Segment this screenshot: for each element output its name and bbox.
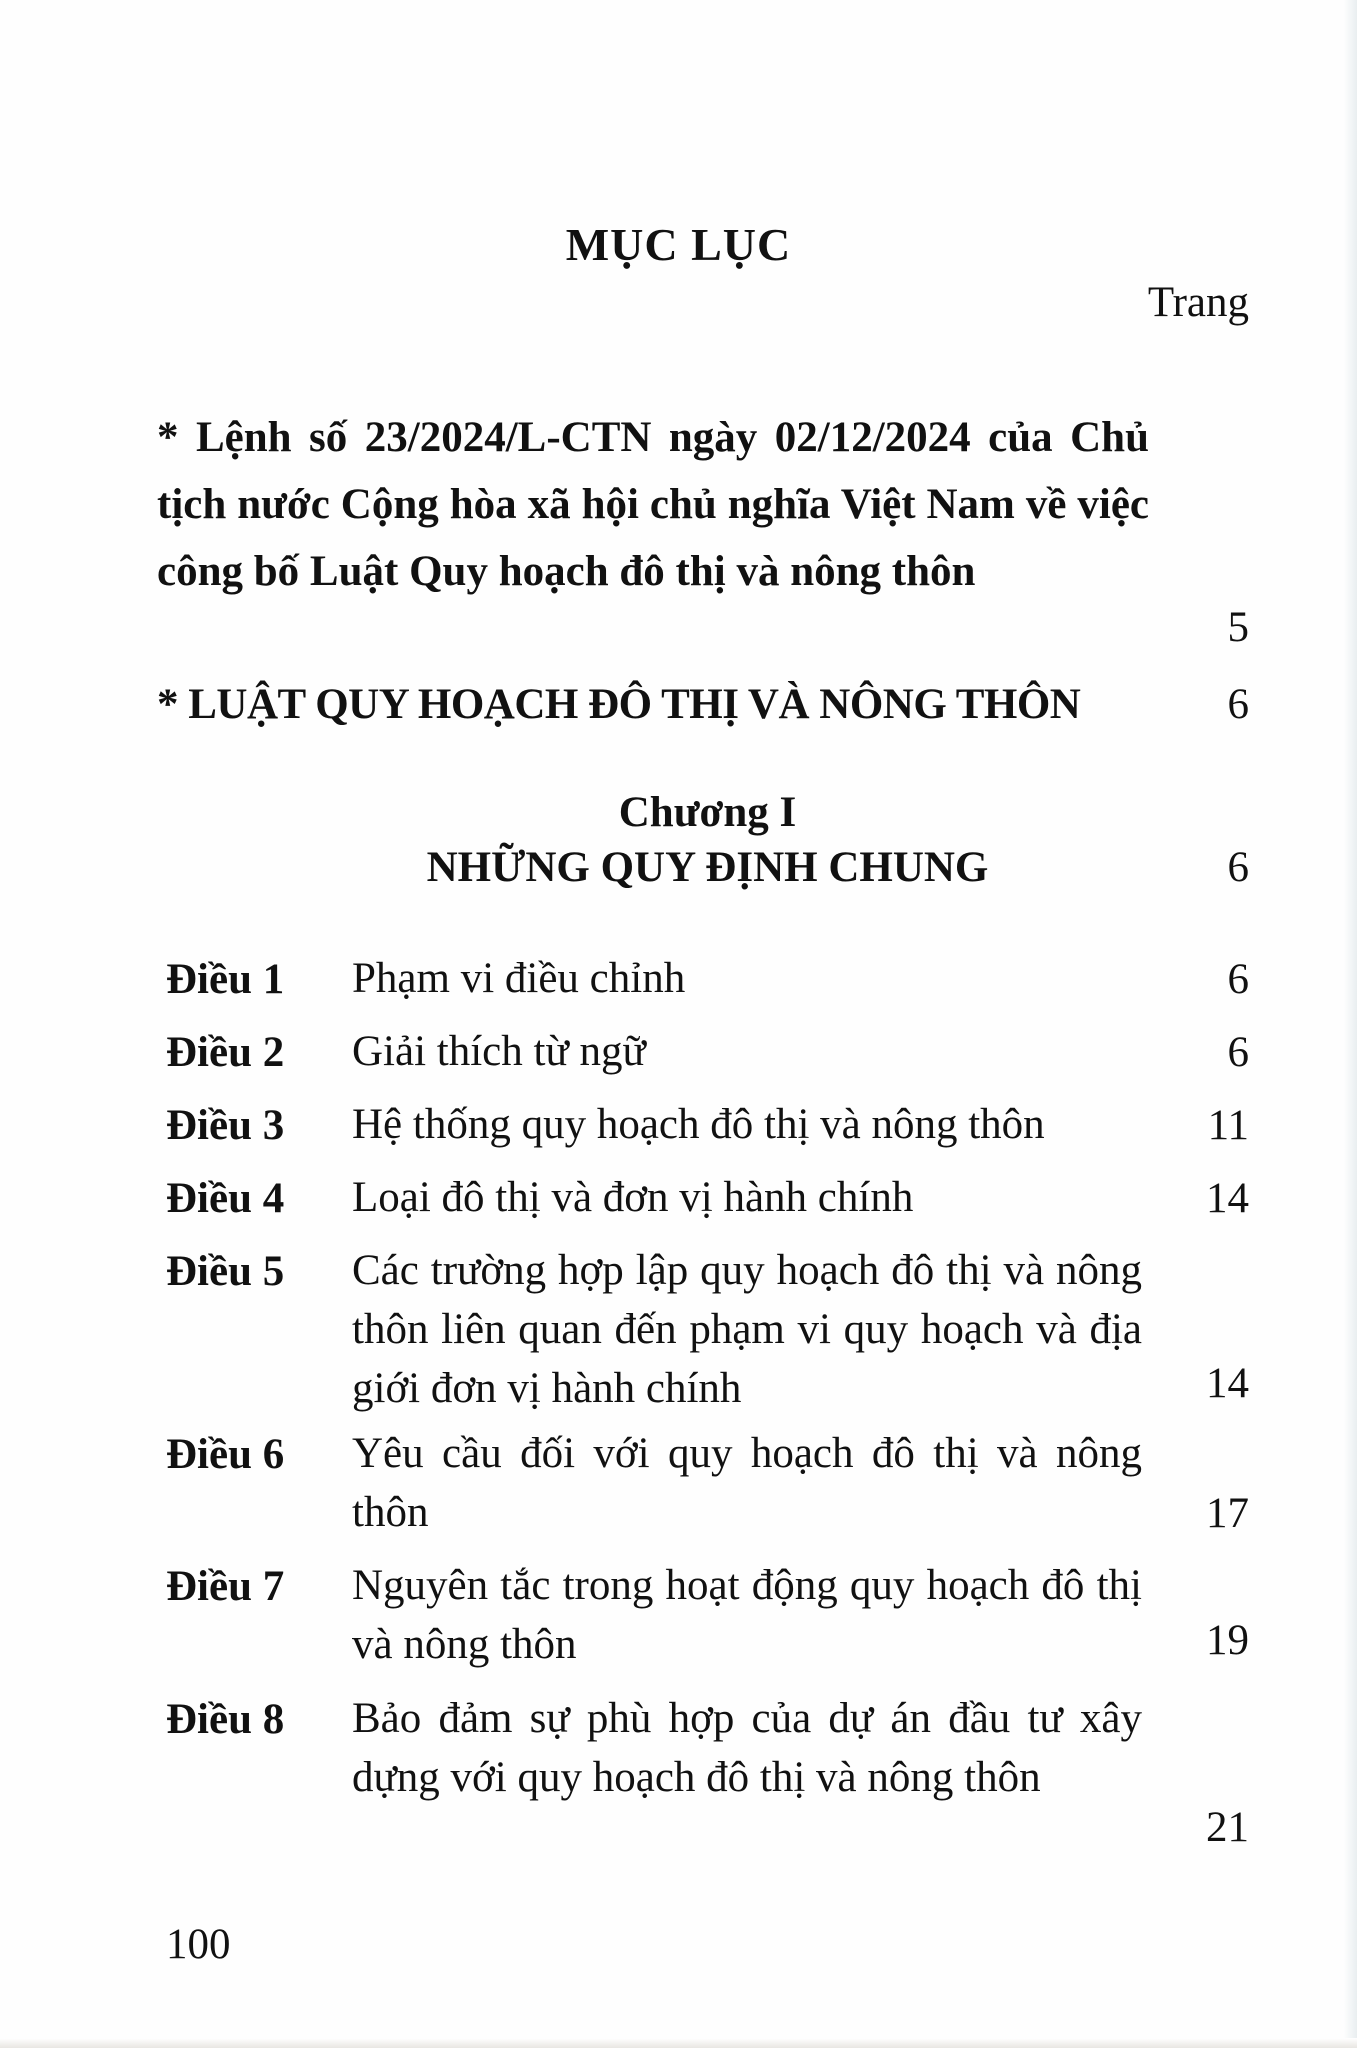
article-label: Điều 7: [166, 1563, 285, 1610]
article-label: Điều 3: [166, 1102, 285, 1149]
article-label: Điều 6: [166, 1431, 285, 1478]
article-title: Bảo đảm sự phù hợp của dự án đầu tư xây dựng với quy hoạch đô thị và nông thôn: [352, 1695, 1142, 1801]
article-title: Nguyên tắc trong hoạt động quy hoạch đô thị và nông thôn: [352, 1562, 1142, 1668]
article-page: 14: [1206, 1175, 1249, 1222]
toc-law-page: 6: [1227, 681, 1249, 728]
article-page: 17: [1206, 1490, 1249, 1537]
article-page: 6: [1227, 956, 1249, 1003]
article-label: Điều 5: [166, 1248, 285, 1295]
article-title: Phạm vi điều chỉnh: [352, 955, 686, 1002]
toc-title: MỤC LỤC: [565, 219, 792, 270]
page-edge-shadow: [1343, 0, 1357, 2048]
toc-intro-page: 5: [1227, 604, 1249, 651]
article-title: Hệ thống quy hoạch đô thị và nông thôn: [352, 1101, 1045, 1148]
article-label: Điều 1: [166, 956, 285, 1003]
article-title: Các trường hợp lập quy hoạch đô thị và nông thôn liên quan đến phạm vi quy hoạch và địa giới đơn vị hành chính: [352, 1247, 1142, 1412]
article-label: Điều 4: [166, 1175, 285, 1222]
article-page: 14: [1206, 1360, 1249, 1407]
article-page: 21: [1206, 1804, 1249, 1851]
toc-intro-entry: * Lệnh số 23/2024/L-CTN ngày 02/12/2024 của Chủ tịch nước Cộng hòa xã hội chủ nghĩa Việt Nam về việc công bố Luật Quy hoạch đô thị và nông thôn: [157, 414, 1149, 595]
footer-page-number: 100: [166, 1921, 231, 1968]
page-column-header: Trang: [1147, 279, 1249, 326]
article-label: Điều 8: [166, 1696, 285, 1743]
article-page: 6: [1227, 1029, 1249, 1076]
article-label: Điều 2: [166, 1029, 285, 1076]
article-page: 11: [1207, 1102, 1249, 1149]
article-title: Loại đô thị và đơn vị hành chính: [352, 1174, 914, 1221]
article-title: Giải thích từ ngữ: [352, 1028, 646, 1075]
chapter-title: NHỮNG QUY ĐỊNH CHUNG: [426, 844, 989, 891]
page-bottom-edge: [0, 2038, 1357, 2048]
chapter-label: Chương I: [618, 789, 797, 836]
chapter-page: 6: [1227, 844, 1249, 891]
toc-law-entry: * LUẬT QUY HOẠCH ĐÔ THỊ VÀ NÔNG THÔN: [157, 681, 1081, 728]
article-page: 19: [1206, 1617, 1249, 1664]
article-title: Yêu cầu đối với quy hoạch đô thị và nông thôn: [352, 1430, 1142, 1536]
